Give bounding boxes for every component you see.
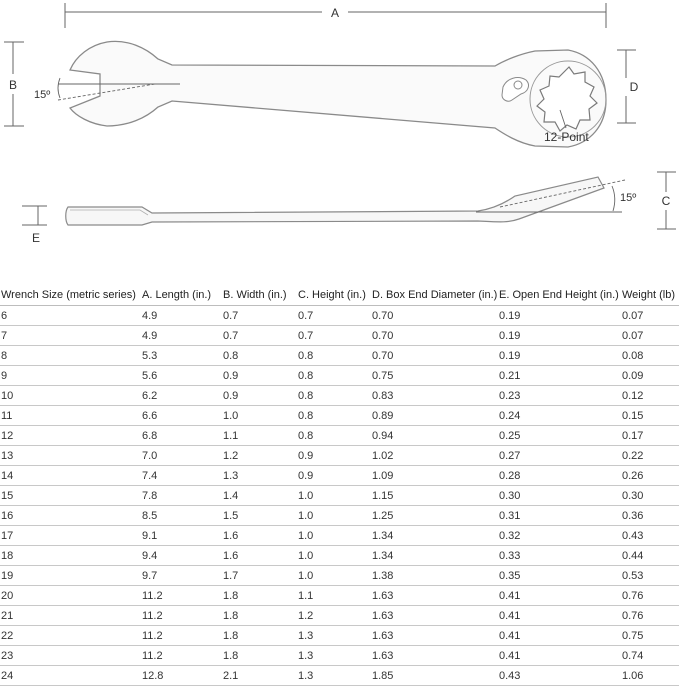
table-cell-open-end-height: 0.23 xyxy=(498,386,621,406)
table-cell-wrench-size: 7 xyxy=(0,326,141,346)
table-cell-length: 11.2 xyxy=(141,626,222,646)
table-cell-length: 5.3 xyxy=(141,346,222,366)
table-cell-wrench-size: 17 xyxy=(0,526,141,546)
table-cell-open-end-height: 0.25 xyxy=(498,426,621,446)
table-cell-length: 7.0 xyxy=(141,446,222,466)
wrench-top-outline xyxy=(70,41,606,147)
table-row xyxy=(0,506,679,526)
table-cell-weight: 0.30 xyxy=(621,486,679,506)
table-row xyxy=(0,426,679,446)
table-cell-height: 1.3 xyxy=(297,666,371,686)
table-cell-wrench-size: 6 xyxy=(0,306,141,326)
table-cell-weight: 0.53 xyxy=(621,566,679,586)
table-cell-box-end-diameter: 0.89 xyxy=(371,406,498,426)
table-cell-open-end-height: 0.43 xyxy=(498,666,621,686)
table-row xyxy=(0,406,679,426)
table-header-row xyxy=(0,285,679,306)
table-cell-box-end-diameter: 1.63 xyxy=(371,586,498,606)
table-cell-length: 12.8 xyxy=(141,666,222,686)
table-cell-width: 1.8 xyxy=(222,646,297,666)
table-cell-length: 11.2 xyxy=(141,646,222,666)
table-cell-wrench-size: 21 xyxy=(0,606,141,626)
table-cell-open-end-height: 0.31 xyxy=(498,506,621,526)
table-cell-open-end-height: 0.19 xyxy=(498,346,621,366)
table-cell-height: 1.0 xyxy=(297,526,371,546)
table-cell-height: 1.2 xyxy=(297,606,371,626)
table-cell-height: 1.3 xyxy=(297,626,371,646)
table-cell-width: 1.6 xyxy=(222,546,297,566)
table-cell-wrench-size: 15 xyxy=(0,486,141,506)
table-cell-width: 2.1 xyxy=(222,666,297,686)
table-cell-width: 0.8 xyxy=(222,346,297,366)
table-row xyxy=(0,546,679,566)
table-cell-open-end-height: 0.41 xyxy=(498,606,621,626)
table-row xyxy=(0,666,679,686)
table-cell-weight: 0.07 xyxy=(621,326,679,346)
table-cell-height: 1.0 xyxy=(297,506,371,526)
table-cell-box-end-diameter: 1.15 xyxy=(371,486,498,506)
table-cell-box-end-diameter: 1.34 xyxy=(371,546,498,566)
table-cell-weight: 0.43 xyxy=(621,526,679,546)
table-cell-box-end-diameter: 1.38 xyxy=(371,566,498,586)
table-cell-height: 0.9 xyxy=(297,466,371,486)
table-cell-open-end-height: 0.33 xyxy=(498,546,621,566)
table-cell-height: 0.7 xyxy=(297,306,371,326)
wrench-side-outline xyxy=(66,177,604,225)
table-cell-wrench-size: 9 xyxy=(0,366,141,386)
table-cell-weight: 0.12 xyxy=(621,386,679,406)
table-cell-box-end-diameter: 0.70 xyxy=(371,306,498,326)
table-cell-wrench-size: 24 xyxy=(0,666,141,686)
table-cell-box-end-diameter: 1.02 xyxy=(371,446,498,466)
table-cell-width: 1.0 xyxy=(222,406,297,426)
table-cell-weight: 0.74 xyxy=(621,646,679,666)
table-cell-wrench-size: 18 xyxy=(0,546,141,566)
table-cell-height: 0.9 xyxy=(297,446,371,466)
table-cell-height: 0.8 xyxy=(297,366,371,386)
table-cell-height: 1.0 xyxy=(297,486,371,506)
table-cell-length: 6.6 xyxy=(141,406,222,426)
table-cell-height: 0.7 xyxy=(297,326,371,346)
dimension-b-label: B xyxy=(8,78,18,92)
table-cell-box-end-diameter: 1.63 xyxy=(371,606,498,626)
table-cell-open-end-height: 0.41 xyxy=(498,646,621,666)
dimension-c-label: C xyxy=(661,194,671,208)
table-cell-height: 0.8 xyxy=(297,386,371,406)
table-cell-box-end-diameter: 0.70 xyxy=(371,346,498,366)
table-row xyxy=(0,326,679,346)
table-cell-length: 6.8 xyxy=(141,426,222,446)
table-cell-length: 7.4 xyxy=(141,466,222,486)
table-cell-open-end-height: 0.35 xyxy=(498,566,621,586)
wrench-spec-table xyxy=(0,285,679,686)
table-cell-weight: 0.22 xyxy=(621,446,679,466)
column-header-width: B. Width (in.) xyxy=(222,285,297,306)
wrench-top-view xyxy=(70,41,606,147)
table-cell-open-end-height: 0.19 xyxy=(498,326,621,346)
table-cell-length: 11.2 xyxy=(141,586,222,606)
table-row xyxy=(0,306,679,326)
table-cell-open-end-height: 0.41 xyxy=(498,586,621,606)
table-cell-width: 0.7 xyxy=(222,306,297,326)
twelve-point-label: 12-Point xyxy=(544,130,589,144)
table-cell-box-end-diameter: 1.09 xyxy=(371,466,498,486)
table-cell-wrench-size: 8 xyxy=(0,346,141,366)
table-body xyxy=(0,306,679,686)
table-row xyxy=(0,386,679,406)
table-row xyxy=(0,526,679,546)
table-cell-wrench-size: 20 xyxy=(0,586,141,606)
table-cell-length: 11.2 xyxy=(141,606,222,626)
table-row xyxy=(0,586,679,606)
table-cell-width: 1.4 xyxy=(222,486,297,506)
table-cell-length: 4.9 xyxy=(141,306,222,326)
table-cell-open-end-height: 0.19 xyxy=(498,306,621,326)
table-cell-open-end-height: 0.30 xyxy=(498,486,621,506)
table-cell-length: 6.2 xyxy=(141,386,222,406)
table-cell-wrench-size: 19 xyxy=(0,566,141,586)
table-cell-length: 5.6 xyxy=(141,366,222,386)
table-cell-weight: 1.06 xyxy=(621,666,679,686)
table-cell-width: 1.6 xyxy=(222,526,297,546)
table-cell-width: 1.1 xyxy=(222,426,297,446)
table-cell-height: 1.3 xyxy=(297,646,371,666)
table-cell-weight: 0.36 xyxy=(621,506,679,526)
table-cell-length: 9.4 xyxy=(141,546,222,566)
table-cell-wrench-size: 11 xyxy=(0,406,141,426)
table-cell-weight: 0.76 xyxy=(621,606,679,626)
table-row xyxy=(0,446,679,466)
table-cell-wrench-size: 12 xyxy=(0,426,141,446)
table-cell-length: 9.7 xyxy=(141,566,222,586)
table-row xyxy=(0,346,679,366)
table-row xyxy=(0,566,679,586)
column-header-wrench-size: Wrench Size (metric series) xyxy=(0,285,141,306)
table-cell-weight: 0.07 xyxy=(621,306,679,326)
table-cell-height: 0.8 xyxy=(297,406,371,426)
table-cell-weight: 0.26 xyxy=(621,466,679,486)
dimension-e-label: E xyxy=(31,231,41,245)
table-cell-box-end-diameter: 1.63 xyxy=(371,626,498,646)
table-cell-weight: 0.08 xyxy=(621,346,679,366)
table-cell-weight: 0.17 xyxy=(621,426,679,446)
table-cell-box-end-diameter: 0.94 xyxy=(371,426,498,446)
table-cell-open-end-height: 0.28 xyxy=(498,466,621,486)
table-cell-wrench-size: 10 xyxy=(0,386,141,406)
table-cell-length: 4.9 xyxy=(141,326,222,346)
table-cell-length: 9.1 xyxy=(141,526,222,546)
table-cell-weight: 0.76 xyxy=(621,586,679,606)
angle-top-label: 15º xyxy=(34,89,51,101)
table-cell-length: 7.8 xyxy=(141,486,222,506)
table-cell-width: 0.7 xyxy=(222,326,297,346)
table-cell-wrench-size: 16 xyxy=(0,506,141,526)
table-cell-width: 0.9 xyxy=(222,386,297,406)
table-cell-height: 1.1 xyxy=(297,586,371,606)
table-row xyxy=(0,646,679,666)
dimension-d-label: D xyxy=(629,80,639,94)
table-cell-box-end-diameter: 0.83 xyxy=(371,386,498,406)
table-cell-open-end-height: 0.32 xyxy=(498,526,621,546)
table-cell-length: 8.5 xyxy=(141,506,222,526)
table-cell-height: 1.0 xyxy=(297,566,371,586)
table-row xyxy=(0,366,679,386)
table-cell-wrench-size: 14 xyxy=(0,466,141,486)
table-cell-width: 1.5 xyxy=(222,506,297,526)
table-cell-height: 0.8 xyxy=(297,346,371,366)
table-cell-box-end-diameter: 1.63 xyxy=(371,646,498,666)
table-cell-weight: 0.75 xyxy=(621,626,679,646)
table-cell-width: 1.2 xyxy=(222,446,297,466)
dimension-a-label: A xyxy=(330,6,340,20)
table-cell-width: 1.7 xyxy=(222,566,297,586)
table-cell-open-end-height: 0.24 xyxy=(498,406,621,426)
angle-side-label: 15º xyxy=(620,192,637,204)
table-cell-height: 0.8 xyxy=(297,426,371,446)
dimension-e xyxy=(22,206,47,225)
table-cell-height: 1.0 xyxy=(297,546,371,566)
table-cell-width: 1.3 xyxy=(222,466,297,486)
table-cell-box-end-diameter: 1.25 xyxy=(371,506,498,526)
table-cell-wrench-size: 22 xyxy=(0,626,141,646)
table-cell-weight: 0.44 xyxy=(621,546,679,566)
table-cell-wrench-size: 13 xyxy=(0,446,141,466)
table-cell-open-end-height: 0.41 xyxy=(498,626,621,646)
column-header-height: C. Height (in.) xyxy=(297,285,371,306)
table-row xyxy=(0,626,679,646)
table-row xyxy=(0,606,679,626)
table-row xyxy=(0,466,679,486)
column-header-box-end-diameter: D. Box End Diameter (in.) xyxy=(371,285,498,306)
table-cell-open-end-height: 0.27 xyxy=(498,446,621,466)
table-cell-open-end-height: 0.21 xyxy=(498,366,621,386)
table-cell-box-end-diameter: 0.75 xyxy=(371,366,498,386)
table-cell-width: 0.9 xyxy=(222,366,297,386)
column-header-length: A. Length (in.) xyxy=(141,285,222,306)
table-cell-box-end-diameter: 1.34 xyxy=(371,526,498,546)
table-cell-width: 1.8 xyxy=(222,586,297,606)
column-header-open-end-height: E. Open End Height (in.) xyxy=(498,285,621,306)
wrench-dimension-diagram xyxy=(0,0,679,270)
table-cell-weight: 0.15 xyxy=(621,406,679,426)
column-header-weight: Weight (lb) xyxy=(621,285,679,306)
table-cell-width: 1.8 xyxy=(222,626,297,646)
table-cell-width: 1.8 xyxy=(222,606,297,626)
table-cell-box-end-diameter: 1.85 xyxy=(371,666,498,686)
table-cell-box-end-diameter: 0.70 xyxy=(371,326,498,346)
table-row xyxy=(0,486,679,506)
table-cell-weight: 0.09 xyxy=(621,366,679,386)
wrench-side-view xyxy=(66,177,604,225)
table-cell-wrench-size: 23 xyxy=(0,646,141,666)
